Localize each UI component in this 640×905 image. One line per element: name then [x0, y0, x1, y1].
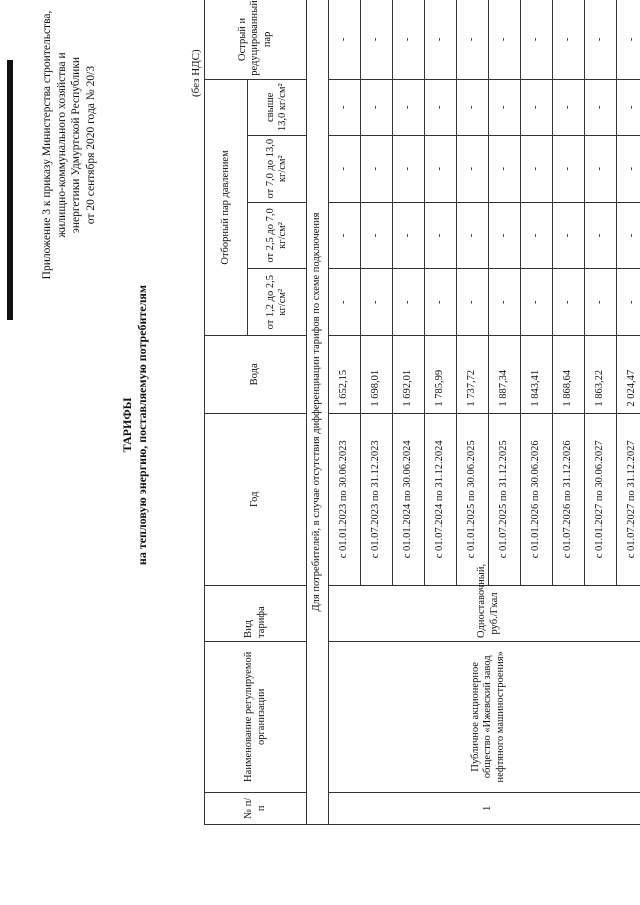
- p4-value: -: [361, 79, 393, 135]
- document-title: [120, 245, 150, 605]
- p1-value: -: [361, 269, 393, 336]
- p2-value: -: [329, 202, 361, 269]
- p4-value: -: [425, 79, 457, 135]
- water-value: 1 737,72: [457, 336, 489, 414]
- water-value: 1 863,22: [585, 336, 617, 414]
- p2-value: -: [457, 202, 489, 269]
- sharp-value: -: [361, 0, 393, 79]
- approval-line: от 20 сентября 2020 года № 20/3: [84, 65, 97, 225]
- sharp-value: -: [521, 0, 553, 79]
- approval-line: жилищно-коммунального хозяйства и: [55, 52, 68, 238]
- header-pressure-1: от 1,2 до 2,5 кг/см²: [248, 269, 307, 336]
- title-main: ТАРИФЫ: [120, 397, 134, 453]
- sharp-value: -: [617, 0, 640, 79]
- p4-value: -: [617, 79, 640, 135]
- p3-value: -: [585, 135, 617, 202]
- p1-value: -: [521, 269, 553, 336]
- p2-value: -: [425, 202, 457, 269]
- header-pressure-3: от 7,0 до 13,0 кг/см²: [248, 135, 307, 202]
- organization-name: Публичное акционерное общество «Ижевский завод нефтяного машиностроения»: [329, 641, 640, 792]
- water-value: 1 887,34: [489, 336, 521, 414]
- p2-value: -: [585, 202, 617, 269]
- p3-value: -: [617, 135, 640, 202]
- water-value: 1 652,15: [329, 336, 361, 414]
- section-label: Для потребителей, в случае отсутствия дифференциации тарифов по схеме подключения: [307, 0, 329, 825]
- p4-value: -: [329, 79, 361, 135]
- sharp-value: -: [489, 0, 521, 79]
- p1-value: -: [393, 269, 425, 336]
- sharp-value: -: [425, 0, 457, 79]
- period-cell: с 01.07.2027 по 31.12.2027: [617, 413, 640, 585]
- p4-value: -: [393, 79, 425, 135]
- period-cell: с 01.07.2023 по 31.12.2023: [361, 413, 393, 585]
- p4-value: -: [489, 79, 521, 135]
- approval-block: [40, 0, 98, 305]
- water-value: 1 843,41: [521, 336, 553, 414]
- period-cell: с 01.01.2026 по 30.06.2026: [521, 413, 553, 585]
- p1-value: -: [553, 269, 585, 336]
- water-value: 1 698,01: [361, 336, 393, 414]
- p1-value: -: [457, 269, 489, 336]
- header-water: Вода: [205, 336, 307, 414]
- p2-value: -: [521, 202, 553, 269]
- sharp-value: -: [393, 0, 425, 79]
- header-pressure-4: свыше 13,0 кг/см²: [248, 79, 307, 135]
- p3-value: -: [521, 135, 553, 202]
- p2-value: -: [393, 202, 425, 269]
- p1-value: -: [489, 269, 521, 336]
- sharp-value: -: [585, 0, 617, 79]
- header-steam-group: Отборный пар давлением: [205, 79, 248, 335]
- tariff-type: Одноставочный, руб./Гкал: [329, 585, 640, 641]
- table-row: [329, 0, 361, 825]
- header-number: № п/п: [205, 792, 307, 824]
- water-value: 1 785,99: [425, 336, 457, 414]
- row-number: 1: [329, 792, 640, 824]
- p4-value: -: [553, 79, 585, 135]
- header-sharp-steam: Острый и редуцированный пар: [205, 0, 307, 79]
- p3-value: -: [393, 135, 425, 202]
- p2-value: -: [489, 202, 521, 269]
- water-value: 1 868,64: [553, 336, 585, 414]
- header-pressure-2: от 2,5 до 7,0 кг/см²: [248, 202, 307, 269]
- period-cell: с 01.07.2026 по 31.12.2026: [553, 413, 585, 585]
- approval-line: Приложение 3 к приказу Министерства строительства,: [41, 10, 53, 280]
- p1-value: -: [329, 269, 361, 336]
- period-cell: с 01.01.2027 по 30.06.2027: [585, 413, 617, 585]
- period-cell: с 01.01.2024 по 30.06.2024: [393, 413, 425, 585]
- period-cell: с 01.01.2025 по 30.06.2025: [457, 413, 489, 585]
- tariff-table: [204, 0, 640, 825]
- header-organization: Наименование регулируемой организации: [205, 641, 307, 792]
- p1-value: -: [425, 269, 457, 336]
- header-tariff-type: Вид тарифа: [205, 585, 307, 641]
- sharp-value: -: [457, 0, 489, 79]
- approval-line: энергетики Удмуртской Республики: [70, 56, 82, 234]
- p4-value: -: [521, 79, 553, 135]
- period-cell: с 01.07.2025 по 31.12.2025: [489, 413, 521, 585]
- p4-value: -: [585, 79, 617, 135]
- sharp-value: -: [553, 0, 585, 79]
- p3-value: -: [425, 135, 457, 202]
- vat-note: (без НДС): [190, 49, 202, 97]
- water-value: 2 024,47: [617, 336, 640, 414]
- period-cell: с 01.07.2024 по 31.12.2024: [425, 413, 457, 585]
- p3-value: -: [361, 135, 393, 202]
- p2-value: -: [553, 202, 585, 269]
- p1-value: -: [617, 269, 640, 336]
- water-value: 1 692,01: [393, 336, 425, 414]
- p3-value: -: [457, 135, 489, 202]
- p2-value: -: [361, 202, 393, 269]
- p3-value: -: [489, 135, 521, 202]
- p3-value: -: [329, 135, 361, 202]
- header-year: Год: [205, 413, 307, 585]
- title-subtitle: на тепловую энергию, поставляемую потребителям: [135, 284, 149, 566]
- p1-value: -: [585, 269, 617, 336]
- period-cell: с 01.01.2023 по 30.06.2023: [329, 413, 361, 585]
- p4-value: -: [457, 79, 489, 135]
- p2-value: -: [617, 202, 640, 269]
- p3-value: -: [553, 135, 585, 202]
- sharp-value: -: [329, 0, 361, 79]
